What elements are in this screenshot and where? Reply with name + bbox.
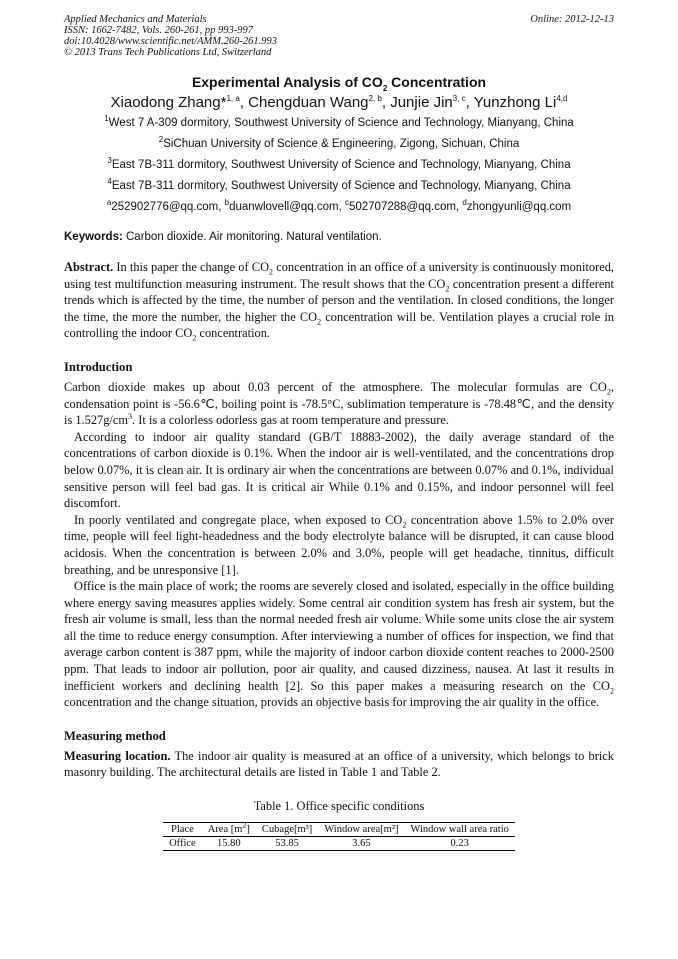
abstract-text: concentration in an office of a university is continuously monitored, using test multifunction measuring instrument. The result shows that the CO	[64, 260, 615, 291]
copyright-line: © 2013 Trans Tech Publications Ltd, Switzerland	[64, 47, 272, 58]
method-section	[64, 748, 614, 781]
paragraph-text: Office is the main place of work; the rooms are severely closed and isolated, especially in the office building where energy saving measures applies widely. Some central air condition system has fresh air system, but the fresh air volume is small, less than the normal needed fresh air volume. While some units close the air system all the time to reduce energy consumption. After interviewing a number of offices for inspection, we find that average carbon content is 387 ppm, while the majority of indoor carbon dioxide content reaches to 2000-2500 ppm. That leads to indoor air pollution, poor air quality, and caused dizziness, nausea. At last it results in inefficient workers and declining health [2]. So this paper makes a measuring research on the CO	[64, 579, 614, 693]
table-cell: 15.80	[202, 837, 256, 851]
paragraph-text: Carbon dioxide makes up about 0.03 percent of the atmosphere. The molecular formulas are CO	[64, 379, 607, 394]
column-header: Place	[163, 823, 202, 837]
affiliation-mark: 1	[104, 114, 109, 124]
table-row	[163, 837, 515, 851]
abstract-label: Abstract.	[64, 260, 114, 274]
author-name: Yunzhong Li	[473, 94, 557, 111]
paragraph	[64, 512, 614, 578]
abstract-text: concentration present a different trends which is affected by the time, the number of person and the ventilation. In closed conditions, the longer the time, the more the number, the higher the CO	[64, 276, 614, 324]
column-header-text: Area [m	[207, 824, 243, 836]
subscript: 2	[606, 387, 611, 397]
office-conditions-table	[163, 822, 515, 851]
email-address[interactable]: 502707288@qq.com,	[348, 201, 463, 213]
superscript: 3	[128, 412, 133, 422]
subscript: 2	[610, 686, 614, 696]
location-label: Measuring location.	[64, 748, 171, 763]
subscript: 2	[269, 267, 274, 277]
location-text: The indoor air quality is measured at an office of a university, which belongs to brick masonry building. The architectural details are listed in Table 1 and Table 2.	[64, 748, 614, 780]
column-header: Cubage[m³]	[256, 823, 318, 837]
affiliation	[64, 178, 614, 199]
title-text-end: Concentration	[387, 74, 487, 90]
author-name: Xiaodong Zhang*	[110, 94, 227, 111]
introduction-heading: Introduction	[64, 359, 133, 374]
table-cell: 53.85	[256, 837, 318, 851]
author-affiliation-mark: 4,d	[556, 94, 568, 103]
affiliation-mark: 4	[107, 177, 112, 187]
affiliation-text: SiChuan University of Science & Engineering, Zigong, Sichuan, China	[163, 138, 520, 150]
author-name: Junjie Jin	[390, 94, 453, 111]
affiliation	[64, 115, 614, 136]
subscript: 2	[445, 284, 450, 294]
email-address[interactable]: 252902776@qq.com,	[111, 201, 225, 213]
email-line	[64, 199, 614, 220]
email-mark: d	[462, 198, 467, 208]
method-heading: Measuring method	[64, 728, 166, 743]
affiliation	[64, 136, 614, 157]
affiliation-text: East 7B-311 dormitory, Southwest University of Science and Technology, Mianyang, China	[111, 180, 571, 192]
paragraph-text: , condensation point is -56.6℃, boiling point is -78.5°C, sublimation temperature is -78.48℃, and the density is 1.527g/cm	[64, 379, 614, 428]
email-address[interactable]: duanwlovell@qq.com,	[229, 201, 345, 213]
subscript: 2	[402, 520, 407, 530]
affiliation-text: East 7B-311 dormitory, Southwest University of Science and Technology, Mianyang, China	[111, 159, 571, 171]
column-header: Window area[m²]	[318, 823, 404, 837]
author-name: Chengduan Wang	[248, 94, 369, 111]
author-affiliation-mark: 3, c	[452, 94, 466, 103]
table-cell: Office	[163, 837, 202, 851]
email-mark: a	[106, 198, 112, 208]
affiliation-text: West 7 A-309 dormitory, Southwest University of Science and Technology, Mianyang, China	[108, 117, 574, 129]
paragraph-text: . It is a colorless odorless gas at room temperature and pressure.	[132, 413, 449, 428]
table-caption: Table 1. Office specific conditions	[253, 799, 425, 814]
paragraph-text: concentration above 1.5% to 2.0% over time, people will feel light-headedness and the body electrolyte balance will be disrupted, it can cause blood acidosis. When the concentration is between 2.0% and 3.0%, people will get headache, tinnitus, difficult breathing, and be unresponsive [1].	[64, 512, 614, 577]
keywords-text: Carbon dioxide. Air monitoring. Natural ventilation.	[122, 231, 382, 243]
table-cell: 3.65	[318, 837, 404, 851]
subscript: 2	[192, 333, 197, 343]
superscript: 2	[242, 820, 247, 830]
table-cell: 0.23	[404, 837, 514, 851]
paper-title	[64, 74, 614, 93]
author-affiliation-mark: 2, b	[368, 94, 382, 103]
paragraph: According to indoor air quality standard (GB/T 18883-2002), the daily average standard of the concentrations of carbon dioxide is 0.1%. When the indoor air is well-ventilated, and the concentrations drop below 0.07%, it is clean air. It is ordinary air when the concentrations are between 0.07% and 0.1%, individual sensitive person will feel bad gas. It is critical air While 0.1% and 0.15%, and indoor personnel will feel discomfort.	[64, 429, 614, 511]
paragraph	[64, 578, 614, 711]
email-mark: b	[224, 198, 230, 208]
affiliation-mark: 2	[158, 135, 164, 145]
table-header-row	[163, 823, 515, 837]
affiliation	[64, 157, 614, 178]
column-header: Window wall area ratio	[404, 823, 514, 837]
column-header	[202, 820, 256, 837]
issn-line: ISSN: 1662-7482, Vols. 260-261, pp 993-997	[64, 25, 253, 36]
email-address[interactable]: zhongyunli@qq.com	[466, 201, 572, 213]
journal-header	[64, 14, 614, 58]
author-list: Xiaodong Zhang*$^{1, a}$, Chengduan Wang$^{2, b}$, Junjie Jin$^{3, c}$, Yunzhong Li$^{4,d}$	[110, 94, 568, 111]
abstract	[64, 259, 614, 342]
paragraph-text: concentration and the change situation, provids an objective basis for improving the air quality in the office.	[64, 695, 600, 710]
paragraph-text: In poorly ventilated and congregate place, when exposed to CO	[74, 512, 403, 527]
email-mark: c	[344, 198, 349, 208]
column-header-text: ]	[246, 824, 250, 836]
online-date: Online: 2012-12-13	[530, 14, 614, 25]
keywords	[64, 231, 614, 243]
abstract-text: concentration.	[196, 326, 270, 341]
subscript: 2	[317, 317, 322, 327]
abstract-text: concentration will be. Ventilation playes a crucial role in controlling the indoor CO	[64, 309, 614, 341]
introduction-section	[64, 379, 614, 711]
doi-line: doi:10.4028/www.scientific.net/AMM.260-261.993	[64, 36, 277, 47]
paragraph	[64, 379, 614, 429]
author-affiliation-mark: 1, a	[226, 94, 240, 103]
keywords-label: Keywords:	[64, 231, 123, 243]
affiliation-mark: 3	[107, 156, 112, 166]
title-subscript: 2	[382, 83, 388, 93]
affiliations	[64, 115, 614, 220]
abstract-text: In this paper the change of CO	[113, 260, 270, 274]
paper-page	[64, 14, 614, 851]
title-text: Experimental Analysis of CO	[191, 74, 383, 90]
journal-name: Applied Mechanics and Materials	[64, 14, 207, 25]
